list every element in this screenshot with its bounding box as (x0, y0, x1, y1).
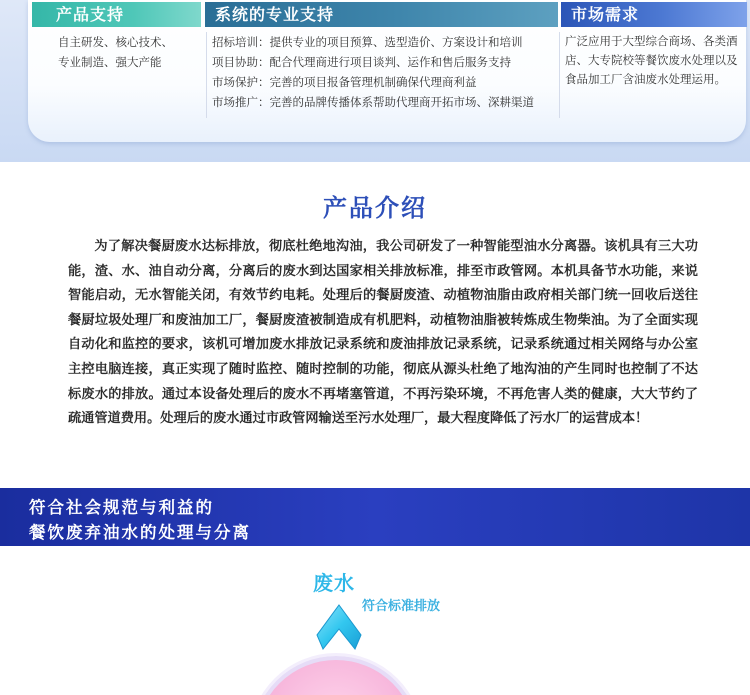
system-support-row (212, 52, 557, 72)
standard-discharge-label: 符合标准排放 (362, 599, 441, 614)
row-key: 招标培训： (212, 35, 270, 49)
system-support-list (212, 32, 557, 112)
column-divider (559, 32, 560, 118)
system-support-row (212, 72, 557, 92)
column-divider (206, 32, 207, 118)
row-key: 市场保护： (212, 75, 270, 89)
product-intro-paragraph: 为了解决餐厨废水达标排放，彻底杜绝地沟油，我公司研发了一种智能型油水分离器。该机具有三大功能，渣、水、油自动分离，分离后的废水到达国家相关排放标准，排至市政管网。本机具备节水功能，来说智能启动，无水智能关闭，有效节约电耗。处理后的餐厨废渣、动植物油脂由政府相关部门统一回收后送往餐厨垃圾处理厂和废油加工厂，餐厨废渣被制造成有机肥料，动植物油脂被转炼成生物柴油。为了全面实现自动化和监控的要求，该机可增加废水排放记录系统和废油排放记录系统，记录系统通过相关网络与办公室主控电脑连接，真正实现了随时监控、随时控制的功能，彻底从源头杜绝了地沟油的产生同时也控制了不达标废水的排放。通过本设备处理后的废水不再堵塞管道，不再污染环境，不再危害人类的健康，大大节约了疏通管道费用。处理后的废水通过市政管网输送至污水处理厂，最大程度降低了污水厂的运营成本！ (68, 239, 698, 427)
up-arrow-icon (315, 603, 363, 655)
product-intro-title: 产品介绍 (323, 194, 427, 222)
row-value: 提供专业的项目预算、选型造价、方案设计和培训 (269, 35, 523, 49)
product-support-header: 产品支持 (32, 2, 201, 27)
product-support-line: 自主研发、核心技术、 (58, 35, 173, 49)
row-key: 项目协助： (212, 55, 270, 69)
product-support-line: 专业制造、强大产能 (58, 55, 162, 69)
wastewater-label: 废水 (313, 571, 355, 595)
section-banner (0, 488, 750, 546)
banner-line-1: 符合社会规范与利益的 (29, 498, 214, 517)
banner-line-2: 餐饮废弃油水的处理与分离 (29, 523, 251, 542)
system-support-header: 系统的专业支持 (205, 2, 558, 27)
row-key: 市场推广： (212, 95, 270, 109)
product-support-text (58, 32, 198, 72)
row-value: 配合代理商进行项目谈判、运作和售后服务支持 (269, 55, 511, 69)
row-value: 完善的项目报备管理机制确保代理商利益 (269, 75, 477, 89)
process-circle (252, 656, 420, 695)
system-support-row (212, 92, 557, 112)
market-demand-text: 广泛应用于大型综合商场、各类酒店、大专院校等餐饮废水处理以及食品加工厂含油废水处理运用。 (565, 34, 738, 86)
row-value: 完善的品牌传播体系帮助代理商开拓市场、深耕渠道 (269, 95, 534, 109)
system-support-row (212, 32, 557, 52)
market-demand-header: 市场需求 (561, 2, 747, 27)
